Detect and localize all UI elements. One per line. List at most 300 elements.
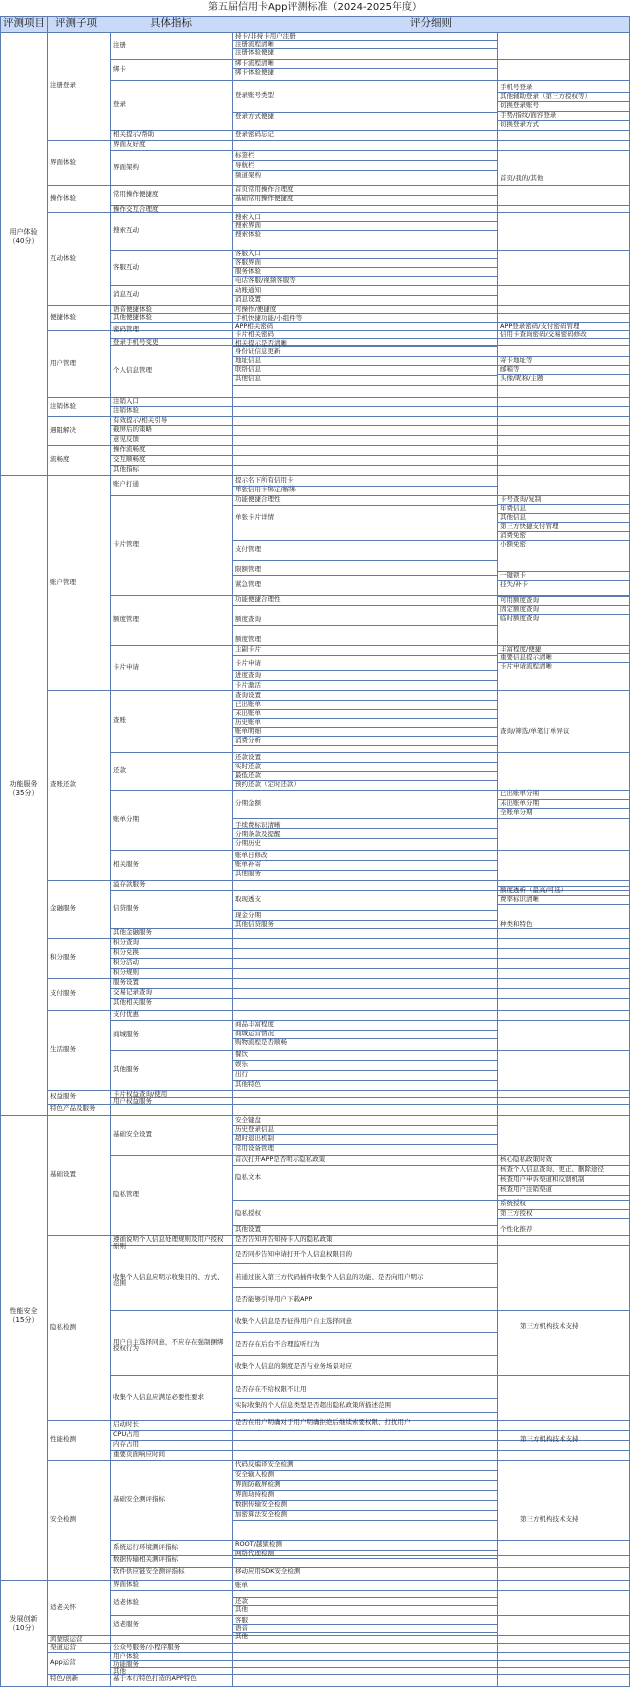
row-divider: [232, 1605, 497, 1606]
row-divider: [232, 1470, 497, 1471]
section-label: 功能服务 （35分）: [8, 780, 39, 797]
row-divider: [232, 1020, 497, 1021]
row-divider: [110, 1555, 630, 1556]
row-divider: [232, 605, 497, 606]
row-divider: [232, 1125, 497, 1126]
row-divider: [232, 1558, 497, 1559]
indicator-label: 登录: [113, 100, 126, 108]
indicator-label: 用户自主选择同意，不应存在强制捆绑授权行为: [113, 1337, 224, 1352]
sub-item-label: 安全检测: [50, 1515, 76, 1523]
row-divider: [232, 40, 497, 41]
sub-item-label: 基础设置: [50, 1170, 76, 1178]
indicator-label: 积分活动: [113, 958, 139, 966]
detail-text: 种类和特色: [500, 920, 533, 928]
rule-text: 搜索体验: [235, 230, 261, 238]
rule-text: 其他设置: [235, 1225, 261, 1233]
rule-text: 其他信息: [235, 374, 261, 382]
row-divider: [110, 998, 630, 999]
detail-text: 第三方快捷支付管理: [500, 522, 559, 530]
row-divider: [110, 1450, 630, 1451]
indicator-label: 账单分期: [113, 815, 139, 823]
rule-text: 卡片申请: [235, 659, 261, 667]
row-divider: [232, 680, 497, 681]
row-divider: [110, 1097, 630, 1098]
row-divider: [232, 1030, 497, 1031]
row-divider: [232, 322, 497, 323]
sub-item-label: 查账还款: [50, 780, 76, 788]
row-divider: [232, 1624, 497, 1625]
detail-text: 邮箱等: [500, 365, 520, 373]
detail-text: 手机号登录: [500, 83, 533, 91]
row-divider: [232, 1287, 497, 1288]
row-divider: [232, 752, 497, 753]
detail-text: 查询/筛选/单笔订单异议: [500, 727, 570, 735]
sub-item-label: 支付服务: [50, 989, 76, 997]
indicator-label: 相关服务: [113, 860, 139, 868]
indicator-label: 相关提示/帮助: [113, 130, 155, 138]
header-rules: 评分细则: [410, 17, 452, 29]
column-divider: [110, 32, 111, 1686]
sub-item-label: 注销体验: [50, 401, 76, 410]
row-divider: [232, 709, 497, 710]
detail-text: 其他辅助登录（第三方授权等）: [500, 92, 591, 100]
row-divider: [232, 870, 497, 871]
rule-text: 加密算法安全检测: [235, 1510, 287, 1518]
detail-text: 小额免密: [500, 540, 526, 548]
row-divider: [232, 850, 497, 851]
row-divider: [110, 435, 630, 436]
rule-text: 登录密码忘记: [235, 130, 274, 138]
row-divider: [232, 736, 497, 737]
row-divider: [232, 818, 497, 819]
row-divider: [497, 305, 630, 306]
row-divider: [232, 718, 497, 719]
row-divider: [232, 838, 497, 839]
row-divider: [110, 1635, 630, 1636]
indicator-label: 交互顺畅度: [113, 455, 146, 463]
indicator-label: 有效提示/相关引导: [113, 416, 168, 424]
detail-text: 卡片申请流程清晰: [500, 662, 552, 670]
row-divider: [497, 1209, 630, 1210]
row-divider: [497, 790, 630, 791]
row-divider: [497, 662, 630, 663]
row-divider: [497, 799, 630, 800]
row-divider: [232, 1038, 497, 1039]
indicator-label: 卡片申请: [113, 662, 139, 671]
row-divider: [232, 1070, 497, 1071]
rule-text: 紧急管理: [235, 580, 261, 588]
indicator-label: 积分规则: [113, 968, 139, 976]
row-divider: [232, 313, 497, 314]
row-divider: [232, 1490, 497, 1491]
row-divider: [110, 150, 630, 151]
row-divider: [497, 653, 630, 654]
row-divider: [232, 48, 497, 49]
detail-text: 一键锁卡: [500, 571, 526, 579]
indicator-label: 其他指标: [113, 465, 139, 473]
rule-text: 若通过嵌入第三方代码插件收集个人信息的功能、是否向用户明示: [235, 1273, 424, 1281]
row-divider: [232, 1398, 497, 1399]
indicator-label: 积分查询: [113, 938, 139, 946]
indicator-label: 遵循说明个人信息处理规则及用户授权原则: [113, 1235, 224, 1250]
detail-text: 临时额度查询: [500, 614, 539, 622]
row-divider: [232, 880, 497, 881]
row-divider: [232, 1580, 497, 1581]
row-divider: [110, 425, 630, 426]
detail-text: 手势/指纹/面容登录: [500, 111, 557, 119]
indicator-label: 基础安全测评指标: [113, 1495, 165, 1503]
indicator-label: 语音便捷体验: [113, 305, 152, 313]
row-divider: [497, 522, 630, 523]
row-divider: [232, 112, 497, 113]
detail-text: 核查个人信息查询、更正、删除途径: [500, 1165, 604, 1173]
row-divider: [497, 886, 630, 887]
detail-text: 费率标识清晰: [500, 895, 539, 903]
rule-text: 额度管理: [235, 635, 261, 643]
row-divider: [232, 920, 497, 921]
rule-text: 商城运营情况: [235, 1029, 274, 1037]
rule-text: 注册体验便捷: [235, 48, 274, 56]
rule-text: 是否存在不给权限不让用: [235, 1385, 307, 1393]
sub-item-label: 用户管理: [50, 358, 76, 367]
row-divider: [232, 1225, 497, 1226]
detail-text: 消费免密: [500, 531, 526, 539]
indicator-label: 其他便捷体验: [113, 313, 152, 321]
detail-text: 丰富程度/便捷: [500, 645, 542, 653]
indicator-label: 其他: [113, 1667, 126, 1675]
sub-item-label: 账户管理: [50, 577, 76, 586]
rule-text: 绑卡流程清晰: [235, 59, 274, 67]
detail-text: 未出账单分期: [500, 799, 539, 807]
rule-text: 绑卡体验便捷: [235, 68, 274, 76]
row-divider: [232, 1520, 497, 1521]
indicator-label: 收集个人信息应满足必要性要求: [113, 1392, 204, 1401]
row-divider: [110, 1667, 630, 1668]
row-divider: [232, 267, 497, 268]
row-divider: [497, 818, 630, 819]
row-divider: [497, 580, 630, 581]
rule-text: 电话客服/视频客服等: [235, 276, 296, 284]
row-divider: [232, 1500, 497, 1501]
rule-text: 安全输入检测: [235, 1470, 274, 1478]
indicator-label: 卡片管理: [113, 540, 139, 548]
indicator-label: 界面友好度: [113, 140, 146, 148]
sub-item-label: 金融服务: [50, 904, 76, 912]
rule-text: 收集个人信息的频度是否与业务场景对应: [235, 1362, 352, 1370]
row-divider: [0, 32, 630, 33]
rule-text: 首次打开APP是否明示隐私政策: [235, 1155, 326, 1163]
detail-text: 头像/昵称/主题: [500, 374, 544, 382]
row-divider: [232, 727, 497, 728]
row-divider: [110, 1590, 630, 1591]
rule-text: 服务体验: [235, 267, 261, 275]
detail-text: 切换登录账号: [500, 101, 539, 109]
row-divider: [232, 195, 497, 196]
row-divider: [232, 1480, 497, 1481]
rule-text: 还款: [235, 1597, 248, 1605]
column-divider: [47, 16, 48, 1686]
rule-text: ROOT/越狱检测: [235, 1540, 282, 1548]
row-divider: [232, 160, 497, 161]
row-divider: [232, 385, 497, 386]
sub-item-label: App运营: [50, 1658, 76, 1666]
row-divider: [232, 700, 497, 701]
rule-text: 是否存在后台不合理监听行为: [235, 1340, 320, 1348]
header-subitem: 评测子项: [55, 17, 97, 29]
sub-item-label: 特色产品及服务: [50, 1104, 96, 1112]
table-header: [0, 16, 630, 33]
row-divider: [497, 322, 630, 323]
rule-text: 取现透支: [235, 895, 261, 903]
indicator-label: 消息互动: [113, 290, 139, 298]
row-divider: [110, 1686, 630, 1687]
rule-text: 娱乐: [235, 1060, 248, 1068]
row-divider: [232, 745, 497, 746]
rule-text: 卡片激活: [235, 681, 261, 689]
section-label: 性能安全 （15分）: [8, 1307, 39, 1324]
row-divider: [232, 928, 497, 929]
row-divider: [110, 978, 630, 979]
row-divider: [232, 1615, 497, 1616]
row-divider: [110, 140, 630, 141]
row-divider: [110, 938, 630, 939]
rule-text: 其他信贷服务: [235, 920, 274, 928]
row-divider: [497, 1165, 630, 1166]
row-divider: [232, 1080, 497, 1081]
rule-text: 账单: [235, 1581, 248, 1589]
row-divider: [232, 305, 497, 306]
detail-text: 首页/我的/其他: [500, 174, 544, 182]
row-divider: [497, 614, 630, 615]
indicator-label: 个人信息管理: [113, 366, 152, 374]
detail-text: 重要信息提示清晰: [500, 653, 552, 661]
rule-text: 客服界面: [235, 258, 261, 266]
row-divider: [232, 1155, 497, 1156]
detail-text: 系统授权: [500, 1199, 526, 1207]
section-label: 用户体验 （40分）: [8, 228, 39, 245]
rule-text: 客服: [235, 1616, 248, 1624]
third-party-note: 第三方机构技术支持: [520, 1435, 579, 1443]
detail-text: 寄卡地址等: [500, 356, 533, 364]
rule-text: 单张信用卡绑定/解绑: [235, 485, 296, 493]
rule-text: 移动应用SDK安全检测: [235, 1567, 301, 1575]
row-divider: [232, 1200, 497, 1201]
row-divider: [497, 130, 630, 131]
row-divider: [232, 59, 497, 60]
row-divider: [497, 513, 630, 514]
section-label: 发展创新 （10分）: [8, 1615, 39, 1632]
indicator-label: 功能服务: [113, 1660, 139, 1668]
row-divider: [497, 374, 630, 375]
rule-text: 超时退出机制: [235, 1134, 274, 1142]
row-divider: [232, 1375, 497, 1376]
indicator-label: 数据传输相关测评指标: [113, 1555, 178, 1563]
row-divider: [232, 828, 497, 829]
row-divider: [232, 397, 497, 398]
row-divider: [110, 1010, 630, 1011]
rule-text: 消费分析: [235, 736, 261, 744]
rule-text: 地址信息: [235, 356, 261, 364]
row-divider: [497, 111, 630, 112]
rule-text: 客服入口: [235, 249, 261, 257]
column-divider: [497, 32, 498, 1686]
row-divider: [110, 205, 630, 206]
page-title: 第五届信用卡App评测标准（2024-2025年度）: [207, 2, 423, 13]
row-divider: [232, 505, 497, 506]
rule-text: 界面劫持检测: [235, 1490, 274, 1498]
indicator-label: CPU占用: [113, 1430, 140, 1438]
rule-text: 账单明细: [235, 727, 261, 735]
indicator-label: 用户体验: [113, 1652, 139, 1660]
rule-text: 账单补寄: [235, 860, 261, 868]
row-divider: [232, 285, 497, 286]
indicator-label: 重要页面响应时间: [113, 1450, 165, 1458]
rule-text: 动账通知: [235, 286, 261, 294]
sub-item-label: 注册登录: [50, 81, 76, 89]
detail-text: 个性化推荐: [500, 1225, 533, 1233]
indicator-label: 服务设置: [113, 978, 139, 986]
row-divider: [232, 645, 497, 646]
rule-text: 其他特色: [235, 1080, 261, 1088]
indicator-label: 其他服务: [113, 1065, 139, 1073]
row-divider: [232, 1355, 497, 1356]
row-divider: [497, 1195, 630, 1196]
row-divider: [232, 1550, 497, 1551]
indicator-label: 注销体验: [113, 406, 139, 414]
sub-item-label: 适老关怀: [50, 1602, 76, 1611]
rule-text: 搜索入口: [235, 213, 261, 221]
row-divider: [497, 504, 630, 505]
sub-item-label: 性能检测: [50, 1435, 76, 1443]
row-divider: [232, 655, 497, 656]
sub-item-label: 流畅度: [50, 455, 70, 463]
rule-text: 可操作/便捷度: [235, 305, 277, 313]
row-divider: [232, 1115, 497, 1116]
indicator-label: 支付优惠: [113, 1010, 139, 1018]
rule-text: 分期历史: [235, 839, 261, 847]
row-divider: [232, 486, 497, 487]
indicator-label: 适老服务: [113, 1620, 139, 1628]
indicator-label: 用户权益服务: [113, 1097, 152, 1105]
row-divider: [232, 690, 497, 691]
row-divider: [232, 375, 497, 376]
indicator-label: 公众号服务/小程序服务: [113, 1643, 181, 1651]
rule-text: 主副卡片: [235, 645, 261, 653]
rule-text: 功能便捷合理性: [235, 495, 281, 503]
row-divider: [232, 295, 497, 296]
sub-item-label: 渠道运营: [50, 1643, 76, 1651]
indicator-label: 注销入口: [113, 397, 139, 405]
row-divider: [232, 330, 497, 331]
column-divider: [0, 16, 1, 1686]
indicator-label: 操作流畅度: [113, 445, 146, 453]
rule-text: 单张卡片详情: [235, 513, 274, 521]
indicator-label: 内存占用: [113, 1440, 139, 1448]
rule-text: 现金分期: [235, 911, 261, 919]
row-divider: [497, 495, 630, 496]
row-divider: [497, 1175, 630, 1176]
sub-item-label: 操作体验: [50, 193, 76, 202]
row-divider: [110, 445, 630, 446]
row-divider: [232, 1263, 497, 1264]
sub-item-label: 互动体验: [50, 253, 76, 262]
row-divider: [497, 1185, 630, 1186]
row-divider: [232, 346, 497, 347]
rule-text: 其他服务: [235, 869, 261, 877]
detail-text: 其他信息: [500, 513, 526, 521]
row-divider: [497, 120, 630, 121]
row-divider: [497, 338, 630, 339]
rule-text: 手机快捷功能/小组件等: [235, 314, 303, 322]
row-divider: [232, 276, 497, 277]
row-divider: [497, 1218, 630, 1219]
indicator-label: 隐私管理: [113, 1190, 139, 1198]
row-divider: [497, 101, 630, 102]
row-divider: [497, 385, 630, 386]
rule-text: 限额管理: [235, 565, 261, 573]
rule-text: 常用设备管理: [235, 1144, 274, 1152]
row-divider: [497, 808, 630, 809]
row-divider: [497, 645, 630, 646]
rule-text: 查询设置: [235, 691, 261, 699]
row-divider: [232, 230, 497, 231]
rule-text: 历史账单: [235, 718, 261, 726]
row-divider: [232, 560, 497, 561]
rule-text: 网络代理检测: [235, 1549, 274, 1557]
row-divider: [232, 625, 497, 626]
sub-item-label: 隐私检测: [50, 1322, 76, 1331]
row-divider: [497, 531, 630, 532]
indicator-label: 适老体验: [113, 1597, 139, 1606]
detail-text: 信用卡查询密码/交易密码修改: [500, 330, 587, 338]
rule-text: 语音: [235, 1624, 248, 1632]
rule-text: 是否告知并告知持卡人的隐私政策: [235, 1235, 333, 1243]
rule-text: 最低还款: [235, 771, 261, 779]
rule-text: 搜索界面: [235, 221, 261, 229]
rule-text: 预约还款（定时还款）: [235, 780, 300, 788]
rule-text: 实时还款: [235, 762, 261, 770]
row-divider: [232, 1310, 497, 1311]
rule-text: 功能便捷合理性: [235, 595, 281, 603]
row-divider: [232, 1134, 497, 1135]
row-divider: [232, 1245, 497, 1246]
rule-text: APP相关密码: [235, 322, 274, 330]
sub-item-label: 便捷体验: [50, 312, 76, 321]
row-divider: [232, 1144, 497, 1145]
rule-text: 分期金额: [235, 799, 261, 807]
rule-text: 收集个人信息是否征得用户自主选择同意: [235, 1317, 352, 1325]
rule-text: 出行: [235, 1070, 248, 1078]
rule-text: 隐私文本: [235, 1173, 261, 1181]
row-divider: [232, 1060, 497, 1061]
row-divider: [497, 605, 630, 606]
row-divider: [110, 1430, 630, 1431]
detail-text: 挂失/补卡: [500, 580, 529, 588]
row-divider: [232, 771, 497, 772]
row-divider: [232, 250, 497, 251]
indicator-label: 登录手机号变更: [113, 338, 159, 346]
row-divider: [110, 1104, 630, 1105]
indicator-label: 界面架构: [113, 162, 139, 171]
row-divider: [232, 595, 497, 596]
indicator-label: 密码管理: [113, 325, 139, 333]
indicator-label: 意见反馈: [113, 435, 139, 443]
row-divider: [232, 495, 497, 496]
row-divider: [497, 1155, 630, 1156]
row-divider: [110, 465, 630, 466]
indicator-label: 还款: [113, 766, 126, 774]
rule-text: 导航栏: [235, 161, 255, 169]
